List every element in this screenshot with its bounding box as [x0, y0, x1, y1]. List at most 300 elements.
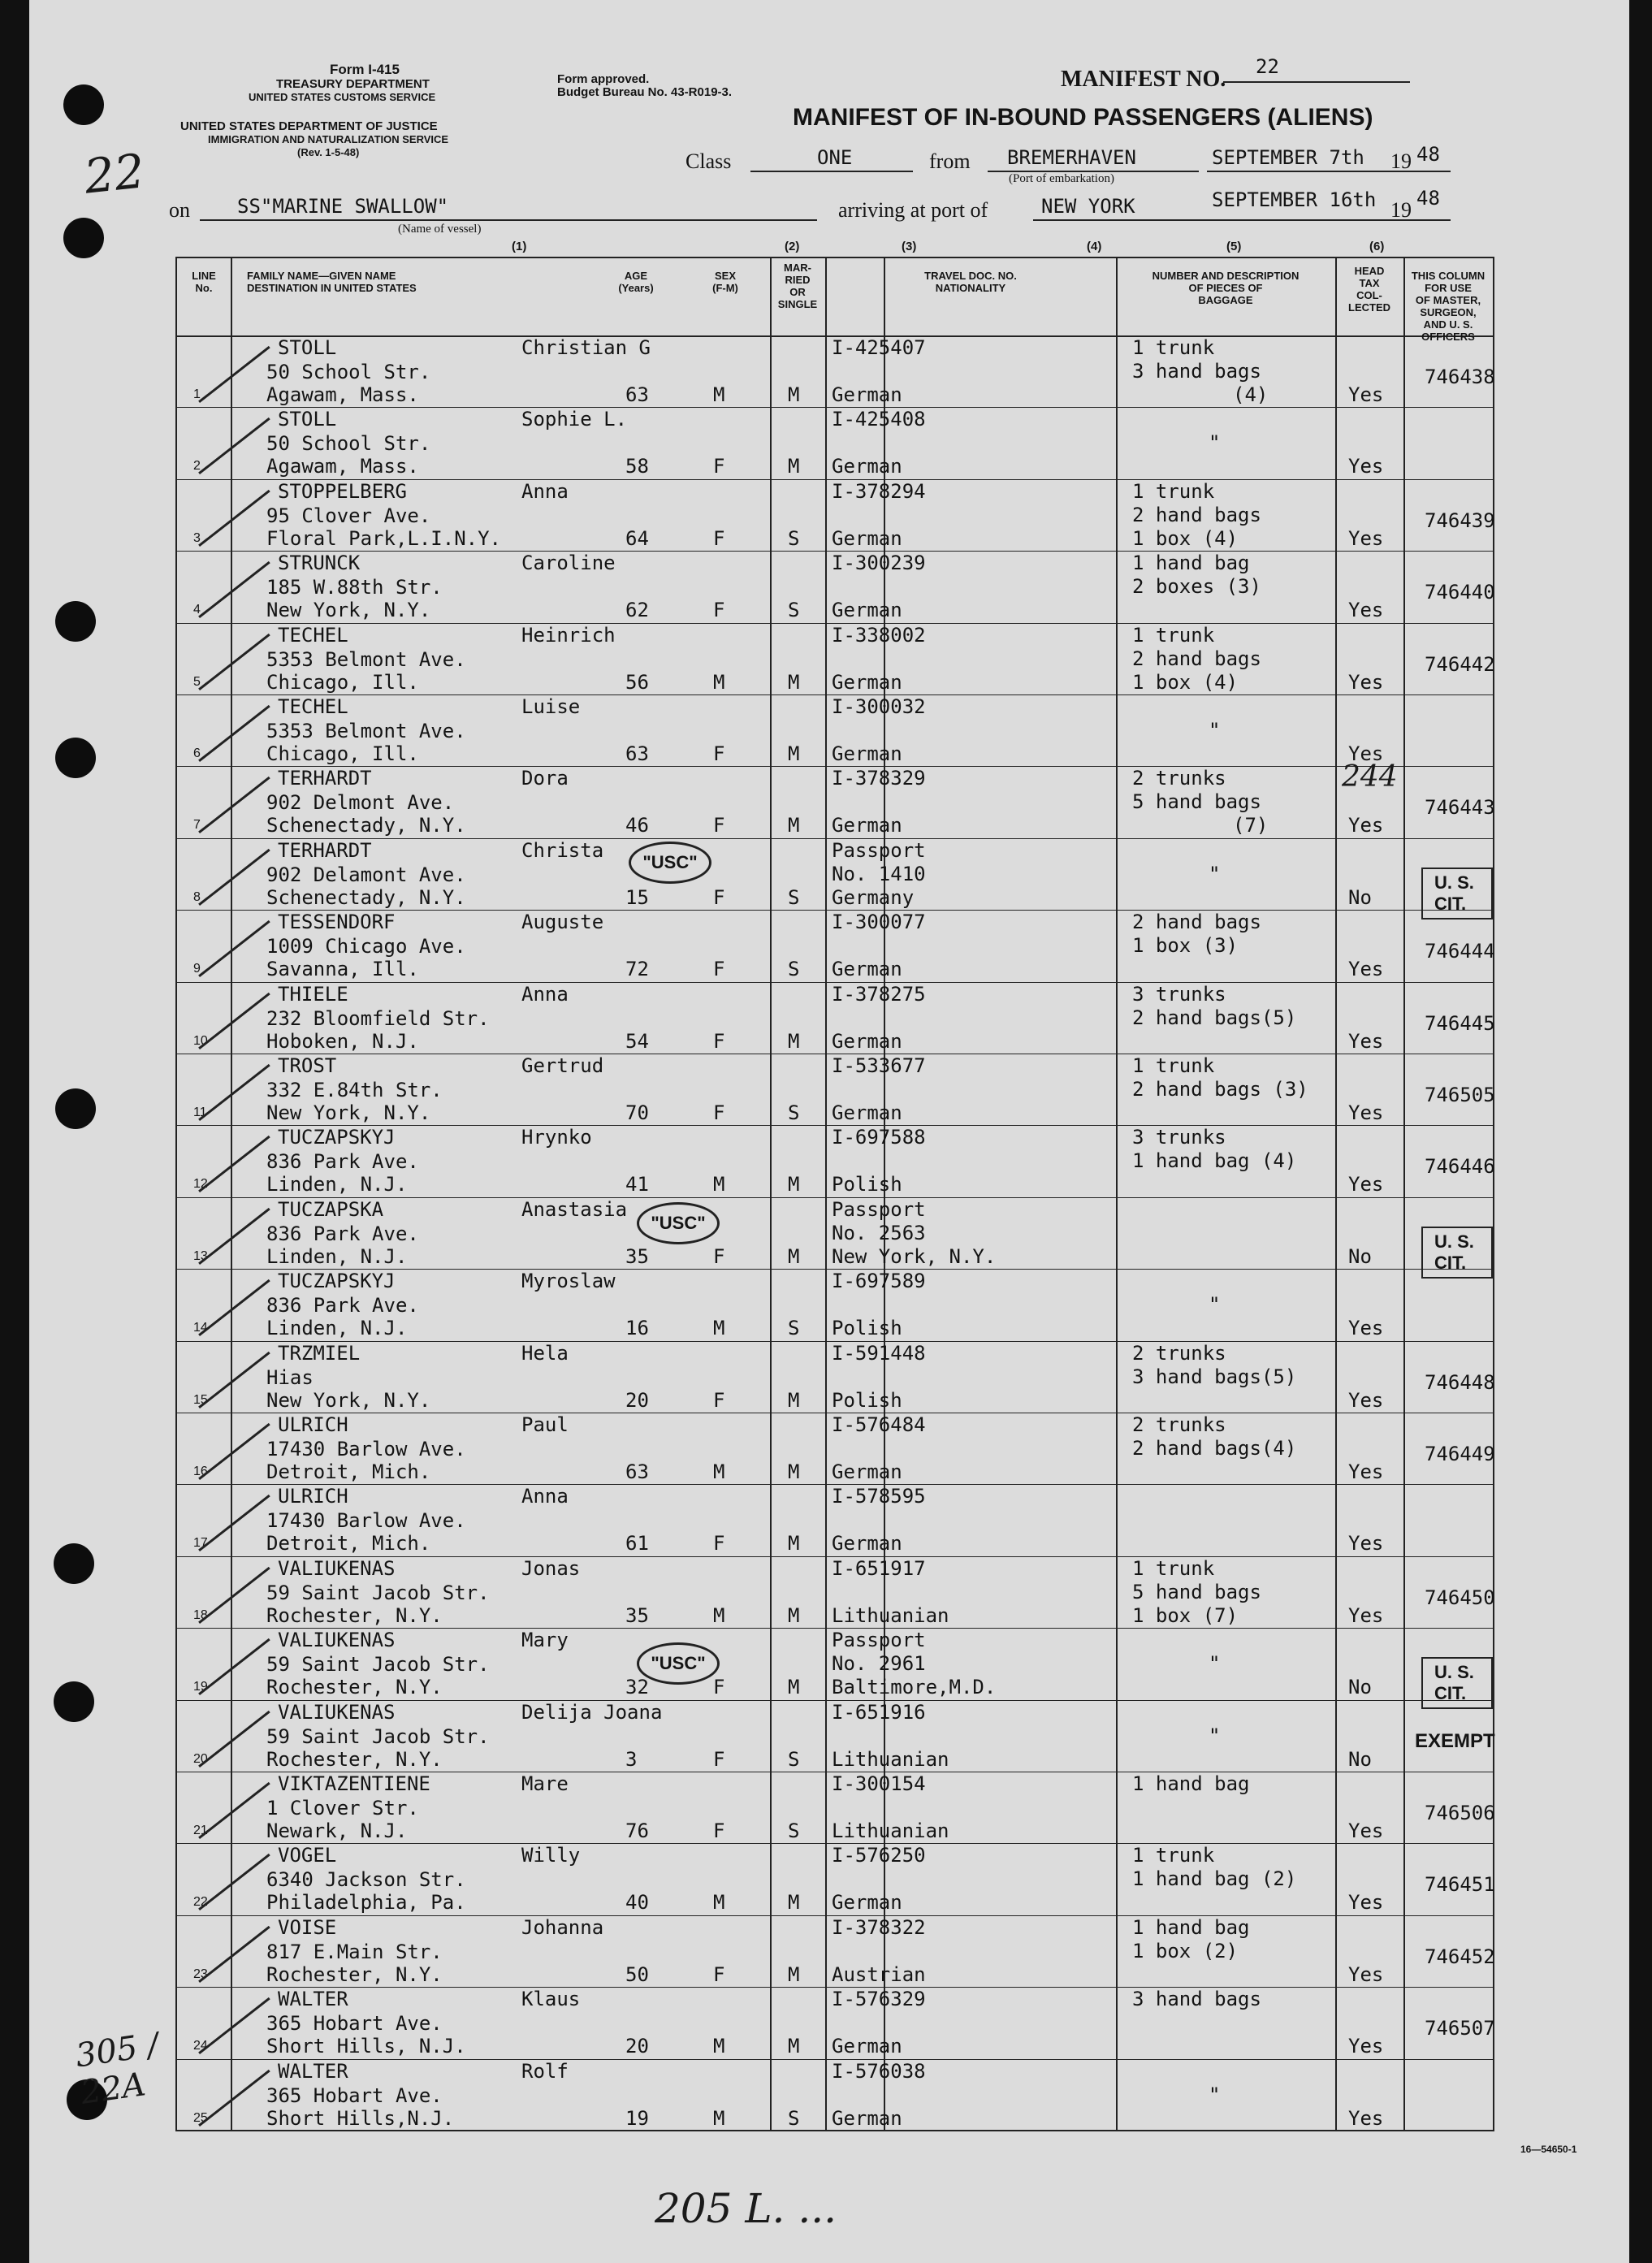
head-tax: Yes [1348, 526, 1384, 550]
baggage-line1: 1 hand bag [1132, 1772, 1250, 1795]
address: 17430 Barlow Ave. [266, 1509, 466, 1533]
officer-number: 746438 [1425, 366, 1495, 388]
head-tax: Yes [1348, 958, 1384, 981]
baggage-line1: 1 trunk [1132, 479, 1215, 503]
age: 32 [625, 1676, 649, 1699]
head-tax: Yes [1348, 455, 1384, 478]
check-mark [198, 1208, 270, 1265]
officer-number: 746452 [1425, 1945, 1495, 1968]
us-citizen-stamp: U. S. CIT. [1421, 868, 1493, 919]
sex: F [713, 1532, 725, 1556]
budget-bureau: Budget Bureau No. 43-R019-3. [557, 85, 733, 99]
travel-doc: I-576250 [832, 1844, 926, 1867]
line-number: 4 [193, 603, 201, 617]
head-tax: Yes [1348, 1532, 1384, 1556]
marital-status: M [788, 1173, 800, 1196]
usc-stamp: "USC" [637, 1202, 720, 1244]
marital-status: M [788, 383, 800, 406]
check-mark [198, 1638, 270, 1695]
age: 61 [625, 1532, 649, 1556]
sex: F [713, 1244, 725, 1268]
treasury-department: TREASURY DEPARTMENT [276, 77, 430, 91]
line-number: 15 [193, 1392, 208, 1407]
nationality: No. 1410 [832, 862, 926, 885]
head-tax: Yes [1348, 383, 1384, 406]
address: 5353 Belmont Ave. [266, 720, 466, 742]
family-name: ULRICH [278, 1413, 348, 1436]
line-number: 20 [193, 1751, 208, 1766]
family-name: TUCZAPSKYJ [278, 1126, 396, 1149]
given-name: Myroslaw [521, 1270, 616, 1293]
baggage-line3: 1 box (4) [1132, 670, 1239, 694]
arriving-label: arriving at port of [838, 198, 988, 222]
check-mark [198, 634, 270, 690]
sex: M [713, 1317, 725, 1340]
baggage-line1: 1 trunk [1132, 1054, 1215, 1077]
address: 59 Saint Jacob Str. [266, 1581, 490, 1604]
col-number: (1) [512, 240, 527, 253]
line-number: 18 [193, 1607, 208, 1622]
us-citizen-stamp: U. S. CIT. [1421, 1227, 1493, 1279]
address: 365 Hobart Ave. [266, 2083, 443, 2107]
marital-status: S [788, 1101, 800, 1124]
age: 76 [625, 1819, 649, 1842]
arrival-port: NEW YORK [1041, 195, 1135, 218]
head-tax: Yes [1348, 1101, 1384, 1124]
vessel-note: (Name of vessel) [398, 223, 482, 236]
baggage-line2: 3 hand bags(5) [1132, 1365, 1297, 1388]
travel-doc: I-378294 [832, 479, 926, 503]
family-name: VALIUKENAS [278, 1629, 396, 1652]
nationality: German [832, 958, 902, 981]
nationality: German [832, 1460, 902, 1483]
age: 41 [625, 1173, 649, 1196]
check-mark [198, 1567, 270, 1624]
check-mark [198, 920, 270, 977]
family-name: STOLL [278, 408, 337, 431]
city: Agawam, Mass. [266, 455, 419, 478]
form-number: Form I-415 [330, 62, 400, 77]
sex: F [713, 1101, 725, 1124]
travel-doc: I-300077 [832, 911, 926, 934]
city: Hoboken, N.J. [266, 1029, 419, 1053]
age: 35 [625, 1244, 649, 1268]
nationality: German [832, 383, 902, 406]
family-name: WALTER [278, 1988, 348, 2011]
baggage-line1: 1 hand bag [1132, 552, 1250, 575]
officer-number: 746439 [1425, 508, 1495, 532]
baggage-line2: " [1209, 1652, 1221, 1676]
sex: F [713, 1962, 725, 1986]
address: 50 School Str. [266, 361, 431, 383]
arrival-date: SEPTEMBER 16th [1212, 188, 1377, 211]
travel-doc: I-651917 [832, 1556, 926, 1580]
given-name: Sophie L. [521, 408, 628, 431]
col-header-name: FAMILY NAME—GIVEN NAME DESTINATION IN UNITED STATES [247, 270, 417, 294]
nationality: German [832, 742, 902, 765]
family-name: VOGEL [278, 1844, 337, 1867]
manifest-no-label: MANIFEST NO. [1061, 67, 1226, 92]
sex: F [713, 526, 725, 550]
nationality: Polish [832, 1173, 902, 1196]
officer-number: 746444 [1425, 940, 1495, 963]
given-name: Paul [521, 1413, 569, 1436]
city: Rochester, N.Y. [266, 1603, 443, 1627]
city: Rochester, N.Y. [266, 1676, 443, 1699]
age: 58 [625, 455, 649, 478]
baggage-line3: 1 box (4) [1132, 526, 1239, 550]
family-name: TERHARDT [278, 767, 372, 790]
city: Schenectady, N.Y. [266, 885, 466, 909]
age: 50 [625, 1962, 649, 1986]
baggage-line2: 1 hand bag (4) [1132, 1149, 1297, 1173]
punch-hole [55, 738, 96, 778]
age: 72 [625, 958, 649, 981]
family-name: TECHEL [278, 695, 348, 718]
nationality-line2: Germany [832, 885, 915, 909]
check-mark [198, 1279, 270, 1336]
address: Hias [266, 1365, 314, 1389]
head-tax: Yes [1348, 1962, 1384, 1986]
from-label: from [929, 149, 971, 173]
baggage-line2: 2 hand bags(5) [1132, 1006, 1297, 1029]
family-name: STRUNCK [278, 552, 361, 575]
address: 1 Clover Str. [266, 1797, 419, 1819]
marital-status: S [788, 885, 800, 909]
line-number: 22 [193, 1895, 208, 1910]
head-tax: No [1348, 1244, 1372, 1268]
head-tax: Yes [1348, 2035, 1384, 2058]
travel-doc: I-300032 [832, 695, 926, 718]
usc-stamp: "USC" [629, 842, 711, 884]
city: Philadelphia, Pa. [266, 1891, 466, 1915]
sex: F [713, 814, 725, 837]
baggage-line1: 2 trunks [1132, 1341, 1226, 1365]
city: Chicago, Ill. [266, 670, 419, 694]
line-number: 14 [193, 1321, 208, 1335]
justice-department: UNITED STATES DEPARTMENT OF JUSTICE [180, 119, 438, 133]
manifest-page [29, 0, 1629, 2263]
travel-doc: I-300154 [832, 1772, 926, 1795]
age: 19 [625, 2106, 649, 2130]
travel-doc: I-651916 [832, 1700, 926, 1724]
line-number: 6 [193, 746, 201, 760]
head-tax: Yes [1348, 1029, 1384, 1053]
address: 365 Hobart Ave. [266, 2012, 443, 2036]
line-number: 24 [193, 2039, 208, 2053]
punch-hole [55, 601, 96, 642]
address: 6340 Jackson Str. [266, 1868, 466, 1892]
sex: F [713, 599, 725, 622]
age: 54 [625, 1029, 649, 1053]
marital-status: M [788, 1603, 800, 1627]
family-name: ULRICH [278, 1485, 348, 1508]
head-tax: No [1348, 885, 1372, 909]
passenger-table [175, 257, 1494, 2131]
marital-status: M [788, 1244, 800, 1268]
nationality: No. 2563 [832, 1221, 926, 1244]
address: 902 Delamont Ave. [266, 863, 466, 886]
officer-number: 746446 [1425, 1155, 1495, 1179]
marital-status: S [788, 1819, 800, 1842]
manifest-no-value: 22 [1256, 55, 1279, 78]
head-tax: Yes [1348, 1891, 1384, 1915]
family-name: VOISE [278, 1915, 337, 1939]
head-tax: Yes [1348, 1388, 1384, 1412]
address: 836 Park Ave. [266, 1222, 419, 1245]
nationality: German [832, 1532, 902, 1556]
check-mark [198, 1495, 270, 1551]
travel-doc: I-378275 [832, 982, 926, 1006]
city: New York, N.Y. [266, 1388, 431, 1412]
nationality: German [832, 2106, 902, 2130]
travel-doc: I-591448 [832, 1341, 926, 1365]
marital-status: S [788, 1747, 800, 1771]
sex: F [713, 742, 725, 765]
head-tax: Yes [1348, 1460, 1384, 1483]
baggage-line2: 2 hand bags(4) [1132, 1437, 1297, 1460]
travel-doc: I-576038 [832, 2059, 926, 2083]
family-name: TECHEL [278, 623, 348, 647]
sex: F [713, 1747, 725, 1771]
check-mark [198, 1352, 270, 1408]
given-name: Mare [521, 1772, 569, 1795]
line-number: 8 [193, 889, 201, 904]
nationality: German [832, 2035, 902, 2058]
address: 902 Delmont Ave. [266, 791, 455, 815]
officer-number: 746507 [1425, 2017, 1495, 2040]
col-header-married: MAR- RIED OR SINGLE [777, 262, 818, 310]
travel-doc: I-697589 [832, 1270, 926, 1293]
given-name: Delija Joana [521, 1700, 663, 1724]
city: Short Hills,N.J. [266, 2106, 455, 2130]
line-number: 17 [193, 1536, 208, 1551]
check-mark [198, 2070, 270, 2127]
line-number: 1 [193, 387, 201, 401]
given-name: Rolf [521, 2059, 569, 2083]
line-number: 11 [193, 1106, 207, 1119]
family-name: STOPPELBERG [278, 479, 407, 503]
vessel-name: SS"MARINE SWALLOW" [237, 195, 449, 218]
given-name: Caroline [521, 552, 616, 575]
handwritten-number: 244 [1342, 760, 1398, 794]
marital-status: M [788, 2035, 800, 2058]
baggage-line2: " [1209, 862, 1221, 885]
head-tax: Yes [1348, 1173, 1384, 1196]
line-number: 19 [193, 1680, 208, 1694]
col-number: (6) [1369, 240, 1385, 253]
given-name: Dora [521, 767, 569, 790]
address: 59 Saint Jacob Str. [266, 1653, 490, 1677]
line-number: 2 [193, 459, 201, 474]
col-number: (4) [1087, 240, 1102, 253]
line-number: 9 [193, 962, 201, 976]
baggage-line3: (7) [1233, 814, 1269, 837]
age: 3 [625, 1747, 638, 1771]
head-tax: No [1348, 1747, 1372, 1771]
baggage-line2: " [1209, 431, 1221, 455]
head-tax: Yes [1348, 1603, 1384, 1627]
head-tax: Yes [1348, 2106, 1384, 2130]
nationality: Polish [832, 1388, 902, 1412]
family-name: TUCZAPSKYJ [278, 1270, 396, 1293]
class-label: Class [685, 149, 732, 173]
city: Detroit, Mich. [266, 1460, 431, 1483]
baggage-line2: 1 box (3) [1132, 934, 1239, 958]
baggage-line2: 1 box (2) [1132, 1939, 1239, 1962]
sex: F [713, 958, 725, 981]
given-name: Auguste [521, 911, 604, 934]
family-name: VIKTAZENTIENE [278, 1772, 430, 1795]
baggage-line2: " [1209, 1724, 1221, 1747]
travel-doc: Passport [832, 838, 926, 862]
check-mark [198, 1136, 270, 1192]
punch-hole [54, 1543, 94, 1584]
line-number: 13 [193, 1248, 208, 1263]
marital-status: M [788, 742, 800, 765]
family-name: THIELE [278, 982, 348, 1006]
officer-number: 746506 [1425, 1802, 1495, 1824]
nationality: Polish [832, 1317, 902, 1340]
city: New York, N.Y. [266, 599, 431, 622]
baggage-line1: 1 trunk [1132, 623, 1215, 647]
city: Floral Park,L.I.N.Y. [266, 526, 501, 550]
check-mark [198, 346, 270, 403]
city: Detroit, Mich. [266, 1532, 431, 1556]
age: 35 [625, 1603, 649, 1627]
city: Linden, N.J. [266, 1244, 408, 1268]
address: 17430 Barlow Ave. [266, 1438, 466, 1460]
nationality: German [832, 455, 902, 478]
nationality: German [832, 1029, 902, 1053]
nationality: German [832, 526, 902, 550]
arrival-year-prefix: 19 [1390, 198, 1412, 222]
nationality-line2: Baltimore,M.D. [832, 1676, 997, 1699]
city: Rochester, N.Y. [266, 1747, 443, 1771]
city: Rochester, N.Y. [266, 1962, 443, 1986]
us-citizen-stamp: U. S. CIT. [1421, 1657, 1493, 1709]
travel-doc: I-425407 [832, 336, 926, 359]
baggage-line2: 3 hand bags [1132, 360, 1261, 383]
sex: M [713, 1891, 725, 1915]
head-tax: Yes [1348, 814, 1384, 837]
line-number: 16 [193, 1465, 208, 1478]
baggage-line1: 1 trunk [1132, 336, 1215, 359]
family-name: TROST [278, 1054, 337, 1077]
given-name: Luise [521, 695, 581, 718]
age: 20 [625, 2035, 649, 2058]
age: 62 [625, 599, 649, 622]
age: 15 [625, 885, 649, 909]
punch-hole [63, 218, 104, 258]
line-number: 23 [193, 1967, 208, 1981]
baggage-line3: 1 box (7) [1132, 1603, 1239, 1627]
margin-handwriting: 22 [81, 143, 148, 205]
on-label: on [169, 198, 190, 222]
travel-doc: I-378329 [832, 767, 926, 790]
bottom-signature: 205 L. ... [655, 2185, 837, 2232]
sex: F [713, 1676, 725, 1699]
marital-status: M [788, 1388, 800, 1412]
age: 46 [625, 814, 649, 837]
baggage-line1: 1 trunk [1132, 1556, 1215, 1580]
footer-code: 16—54650-1 [1520, 2144, 1577, 2155]
age: 56 [625, 670, 649, 694]
baggage-line1: 1 hand bag [1132, 1915, 1250, 1939]
line-number: 25 [193, 2110, 208, 2125]
city: Newark, N.J. [266, 1819, 408, 1842]
exempt-stamp: EXEMPT [1415, 1729, 1495, 1752]
col-header-line: LINE No. [192, 270, 216, 294]
address: 836 Park Ave. [266, 1294, 419, 1318]
marital-status: M [788, 455, 800, 478]
city: Schenectady, N.Y. [266, 814, 466, 837]
given-name: Anna [521, 982, 569, 1006]
city: Short Hills, N.J. [266, 2035, 466, 2058]
officer-number: 746505 [1425, 1084, 1495, 1106]
baggage-line1: 3 trunks [1132, 1126, 1226, 1149]
family-name: TUCZAPSKA [278, 1197, 384, 1221]
check-mark [198, 1854, 270, 1910]
nationality: Lithuanian [832, 1819, 949, 1842]
officer-number: 746442 [1425, 652, 1495, 676]
baggage-line2: 5 hand bags [1132, 1580, 1261, 1603]
travel-doc: I-338002 [832, 623, 926, 647]
check-mark [198, 993, 270, 1049]
check-mark [198, 1997, 270, 2054]
officer-number: 746448 [1425, 1370, 1495, 1394]
baggage-line2: 2 hand bags [1132, 647, 1261, 670]
baggage-line1: 2 trunks [1132, 767, 1226, 790]
travel-doc: I-300239 [832, 552, 926, 575]
city: Savanna, Ill. [266, 958, 419, 981]
address: 232 Bloomfield Str. [266, 1006, 490, 1030]
nationality: German [832, 1891, 902, 1915]
check-mark [198, 1782, 270, 1839]
age: 16 [625, 1317, 649, 1340]
family-name: STOLL [278, 336, 337, 359]
given-name: Hela [521, 1341, 569, 1365]
travel-doc: I-576329 [832, 1988, 926, 2011]
check-mark [198, 1926, 270, 1983]
punch-hole [63, 84, 104, 125]
line-number: 3 [193, 530, 201, 545]
address: 817 E.Main Str. [266, 1940, 443, 1963]
family-name: TERHARDT [278, 838, 372, 862]
address: 50 School Str. [266, 432, 431, 456]
given-name: Christian G [521, 336, 651, 359]
age: 40 [625, 1891, 649, 1915]
sex: F [713, 455, 725, 478]
nationality: German [832, 1101, 902, 1124]
baggage-line1: 2 trunks [1132, 1413, 1226, 1436]
given-name: Mary [521, 1629, 569, 1652]
officer-number: 746440 [1425, 581, 1495, 604]
baggage-line1: 1 trunk [1132, 1844, 1215, 1867]
marital-status: S [788, 526, 800, 550]
travel-doc: Passport [832, 1629, 926, 1652]
officer-number: 746451 [1425, 1873, 1495, 1897]
departure-year-suffix: 48 [1416, 143, 1440, 166]
baggage-line2: " [1209, 2083, 1221, 2106]
nationality-line2: New York, N.Y. [832, 1244, 997, 1268]
family-name: WALTER [278, 2059, 348, 2083]
sex: M [713, 1173, 725, 1196]
given-name: Johanna [521, 1915, 604, 1939]
baggage-line2: 5 hand bags [1132, 790, 1261, 814]
col-header-officers: THIS COLUMN FOR USE OF MASTER, SURGEON, AND U. S. OFFICERS [1411, 270, 1486, 343]
given-name: Hrynko [521, 1126, 592, 1149]
